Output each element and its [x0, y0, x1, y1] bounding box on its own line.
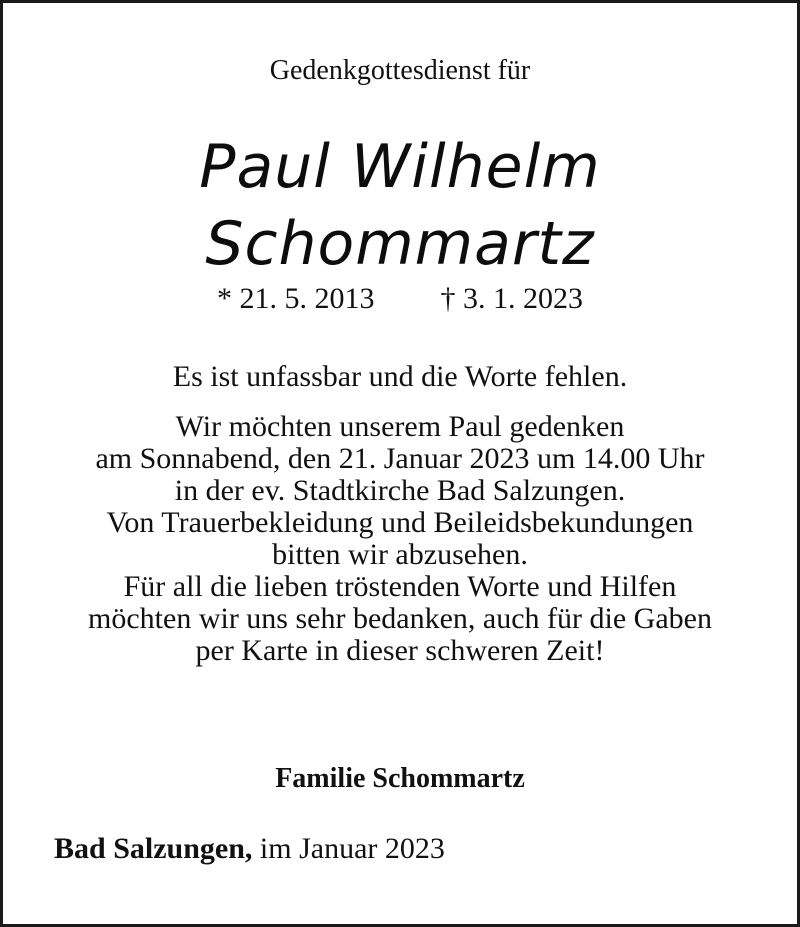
notice-date: im Januar 2023	[252, 832, 445, 865]
deceased-name-line-2: Schommartz	[205, 209, 595, 279]
place-name: Bad Salzungen,	[54, 832, 253, 865]
life-dates	[3, 282, 797, 316]
message-line: möchten wir uns sehr bedanken, auch für die Gaben	[88, 602, 712, 635]
memorial-message	[3, 411, 797, 667]
intro-text: Gedenkgottesdienst für	[269, 55, 531, 86]
message-line: Für all die lieben tröstenden Worte und Hilfen	[123, 570, 677, 603]
message-line: in der ev. Stadtkirche Bad Salzungen.	[174, 474, 626, 507]
deceased-name-line-1: Paul Wilhelm	[199, 132, 601, 202]
message-line: am Sonnabend, den 21. Januar 2023 um 14.00 Uhr	[95, 442, 705, 475]
birth-date: * 21. 5. 2013	[217, 282, 375, 315]
message-line: bitten wir abzusehen.	[272, 538, 528, 571]
statement-text: Es ist unfassbar und die Worte fehlen.	[172, 360, 628, 393]
message-line: per Karte in dieser schweren Zeit!	[195, 634, 605, 667]
message-line: Von Trauerbekleidung und Beileidsbekundungen	[106, 506, 694, 539]
message-line: Wir möchten unserem Paul gedenken	[175, 410, 625, 443]
place-and-date	[54, 832, 445, 866]
death-date: † 3. 1. 2023	[440, 282, 583, 315]
family-signature: Familie Schommartz	[275, 763, 525, 794]
